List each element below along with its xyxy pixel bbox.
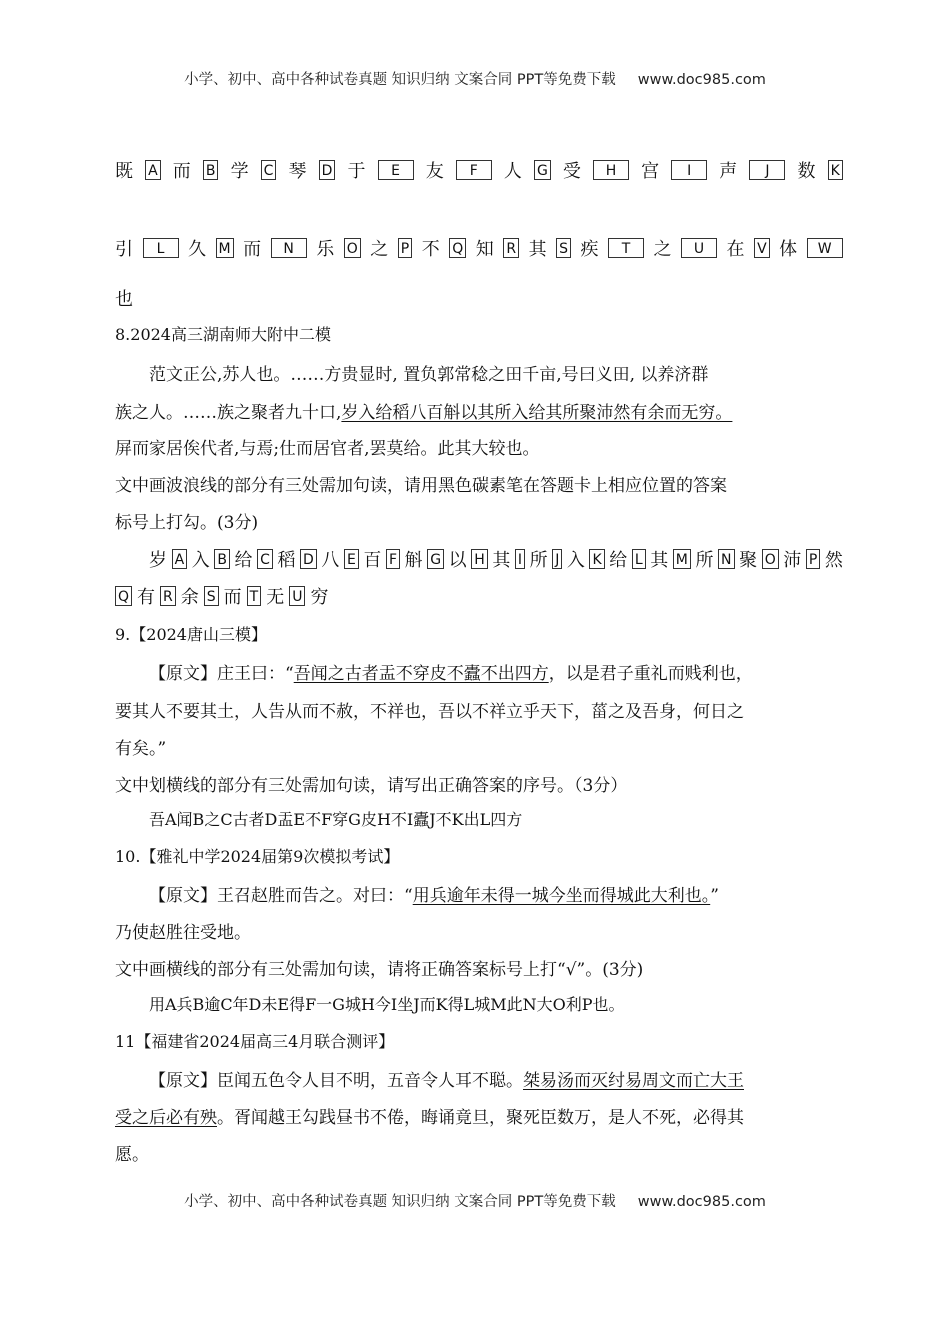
q11-passage-line1 (149, 1066, 744, 1091)
passage-char: 友 (425, 161, 444, 182)
break-label-U[interactable]: U (289, 586, 305, 606)
passage-char: 所 (695, 550, 714, 571)
break-label-J[interactable]: J (749, 160, 785, 180)
break-label-P[interactable]: P (398, 238, 412, 258)
break-label-K[interactable]: K (828, 160, 843, 180)
q10-passage-line2: 乃使赵胜往受地。 (115, 923, 251, 943)
break-label-D[interactable]: D (300, 549, 317, 569)
passage-char: 给 (609, 550, 628, 571)
q10-passage-line1 (149, 881, 719, 906)
q9-text: 【原文】庄王曰：“ (149, 664, 294, 684)
q7-tail: 也 (115, 289, 133, 310)
q10-options: 用A兵B逾C年D未E得F一G城H今I坐J而K得L城M此N大O利P也。 (149, 995, 625, 1014)
passage-char: 知 (475, 239, 494, 260)
passage-char: 而 (172, 161, 191, 182)
break-label-G[interactable]: G (427, 549, 444, 569)
passage-char: 入 (566, 550, 585, 571)
q11-text: 【原文】臣闻五色令人目不明，五音令人耳不聪。 (149, 1071, 523, 1091)
break-label-M[interactable]: M (673, 549, 691, 569)
passage-char: 给 (234, 550, 253, 571)
q10-marked-sentence: 用兵逾年未得一城今坐而得城此大利也。 (412, 886, 711, 906)
passage-char: 其 (528, 239, 547, 260)
passage-char: 受 (562, 161, 581, 182)
passage-char: 学 (230, 161, 249, 182)
q8-passage-text: 族之人。……族之聚者九十口, (115, 403, 342, 423)
passage-char: 琴 (288, 161, 307, 182)
break-label-G[interactable]: G (534, 160, 551, 180)
break-label-O[interactable]: O (344, 238, 361, 258)
passage-char: 聚 (739, 550, 758, 571)
passage-char: 之 (370, 239, 389, 260)
passage-char: 入 (191, 550, 210, 571)
passage-char: 既 (115, 161, 133, 182)
break-label-I[interactable]: I (671, 160, 707, 180)
break-label-M[interactable]: M (216, 238, 234, 258)
passage-char: 以 (448, 550, 467, 571)
q11-passage-line3: 愿。 (115, 1145, 149, 1165)
footer-url[interactable]: www.doc985.com (637, 1194, 766, 1210)
page-header (0, 68, 950, 89)
q8-passage-line2 (115, 398, 732, 423)
break-label-I[interactable]: I (515, 549, 525, 569)
q9-options: 吾A闻B之C古者D盂E不F穿G皮H不I蠹J不K出L四方 (149, 810, 523, 829)
break-label-L[interactable]: L (632, 549, 646, 569)
break-label-B[interactable]: B (203, 160, 219, 180)
q8-options-row1 (149, 546, 843, 572)
q8-options-row2 (115, 583, 328, 609)
passage-char: 然 (824, 550, 843, 571)
passage-char: 其 (492, 550, 511, 571)
passage-char: 其 (650, 550, 669, 571)
break-label-F[interactable]: F (386, 549, 400, 569)
header-text: 小学、初中、高中各种试卷真题 知识归纳 文案合同 PPT等免费下载 (184, 72, 616, 88)
q10-instruction: 文中画横线的部分有三处需加句读，请将正确答案标号上打“√”。(3分) (115, 960, 644, 980)
break-label-B[interactable]: B (214, 549, 230, 569)
passage-char: 余 (180, 587, 199, 608)
q11-marked-sentence-part2: 受之后必有殃 (115, 1108, 217, 1128)
header-url[interactable]: www.doc985.com (637, 72, 766, 88)
passage-char: 而 (223, 587, 242, 608)
q11-text-post: 。胥闻越王勾践昼书不倦，晦诵竟旦，聚死臣数万，是人不死，必得其 (217, 1108, 744, 1128)
passage-char: 宫 (641, 161, 660, 182)
break-label-W[interactable]: W (807, 238, 843, 258)
passage-char: 有 (137, 587, 156, 608)
q7-row1 (115, 157, 843, 183)
break-label-A[interactable]: A (145, 160, 161, 180)
q11-title: 11【福建省2024届高三4月联合测评】 (115, 1032, 395, 1051)
break-label-H[interactable]: H (471, 549, 488, 569)
q8-instruction-line1: 文中画波浪线的部分有三处需加句读，请用黑色碳素笔在答题卡上相应位置的答案 (115, 476, 727, 496)
page-footer (0, 1190, 950, 1211)
passage-char: 人 (503, 161, 522, 182)
break-label-E[interactable]: E (378, 160, 414, 180)
break-label-L[interactable]: L (143, 238, 179, 258)
break-label-S[interactable]: S (556, 238, 571, 258)
break-label-H[interactable]: H (593, 160, 629, 180)
break-label-C[interactable]: C (257, 549, 273, 569)
break-label-V[interactable]: V (754, 238, 770, 258)
passage-char: 在 (726, 239, 745, 260)
q10-text-post: ” (710, 886, 719, 906)
passage-char: 岁 (149, 550, 167, 571)
break-label-E[interactable]: E (344, 549, 359, 569)
passage-char: 稻 (277, 550, 296, 571)
passage-char: 疾 (580, 239, 599, 260)
passage-char: 体 (779, 239, 798, 260)
break-label-Q[interactable]: Q (449, 238, 466, 258)
passage-char: 穷 (310, 587, 329, 608)
q10-title: 10.【雅礼中学2024届第9次模拟考试】 (115, 847, 400, 866)
q11-passage-line2 (115, 1103, 744, 1128)
break-label-P[interactable]: P (806, 549, 820, 569)
q8-passage-line1: 范文正公,苏人也。……方贵显时, 置负郭常稔之田千亩,号曰义田, 以养济群 (149, 365, 709, 385)
break-label-S[interactable]: S (204, 586, 219, 606)
break-label-Q[interactable]: Q (115, 586, 132, 606)
q9-passage-line2: 要其人不要其土，人告从而不赦，不祥也，吾以不祥立乎天下，菑之及吾身，何日之 (115, 702, 744, 722)
break-label-R[interactable]: R (503, 238, 519, 258)
passage-char: 沛 (783, 550, 802, 571)
break-label-D[interactable]: D (319, 160, 336, 180)
passage-char: 不 (421, 239, 440, 260)
passage-char: 乐 (316, 239, 335, 260)
passage-char: 数 (797, 161, 816, 182)
passage-char: 于 (347, 161, 366, 182)
passage-char: 而 (243, 239, 262, 260)
q8-instruction-line2: 标号上打勾。(3分) (115, 513, 259, 533)
break-label-K[interactable]: K (589, 549, 604, 569)
passage-char: 声 (719, 161, 738, 182)
break-label-F[interactable]: F (456, 160, 492, 180)
q9-instruction: 文中划横线的部分有三处需加句读，请写出正确答案的序号。（3分） (115, 776, 628, 796)
q7-row2 (115, 235, 843, 261)
footer-text: 小学、初中、高中各种试卷真题 知识归纳 文案合同 PPT等免费下载 (184, 1194, 616, 1210)
break-label-A[interactable]: A (172, 549, 188, 569)
passage-char: 八 (321, 550, 340, 571)
break-label-O[interactable]: O (762, 549, 779, 569)
q9-passage-line1 (149, 659, 753, 684)
passage-char: 百 (363, 550, 382, 571)
passage-char: 久 (188, 239, 207, 260)
q10-text: 【原文】王召赵胜而告之。对曰：“ (149, 886, 413, 906)
passage-char: 引 (115, 239, 133, 260)
q9-title: 9.【2024唐山三模】 (115, 625, 267, 644)
q8-marked-sentence: 岁入给稻八百斛以其所入给其所聚沛然有余而无穷。 (341, 403, 733, 423)
break-label-T[interactable]: T (247, 586, 262, 606)
q8-title: 8.2024高三湖南师大附中二模 (115, 325, 331, 344)
passage-char: 所 (529, 550, 548, 571)
passage-char: 无 (266, 587, 285, 608)
break-label-N[interactable]: N (271, 238, 307, 258)
break-label-J[interactable]: J (552, 549, 562, 569)
break-label-N[interactable]: N (718, 549, 734, 569)
break-label-T[interactable]: T (608, 238, 644, 258)
break-label-U[interactable]: U (681, 238, 717, 258)
q8-passage-line3: 屏而家居俟代者,与焉;仕而居官者,罢莫给。此其大较也。 (115, 439, 540, 459)
passage-char: 斛 (404, 550, 423, 571)
break-label-C[interactable]: C (261, 160, 277, 180)
break-label-R[interactable]: R (160, 586, 176, 606)
q11-marked-sentence-part1: 桀易汤而灭纣易周文而亡大王 (523, 1071, 744, 1091)
passage-char: 之 (653, 239, 672, 260)
q9-marked-sentence: 吾闻之古者盂不穿皮不蠹不出四方 (293, 664, 549, 684)
q9-passage-line3: 有矣。” (115, 739, 167, 759)
q9-text-post: ，以是君子重礼而贱利也， (548, 664, 753, 684)
